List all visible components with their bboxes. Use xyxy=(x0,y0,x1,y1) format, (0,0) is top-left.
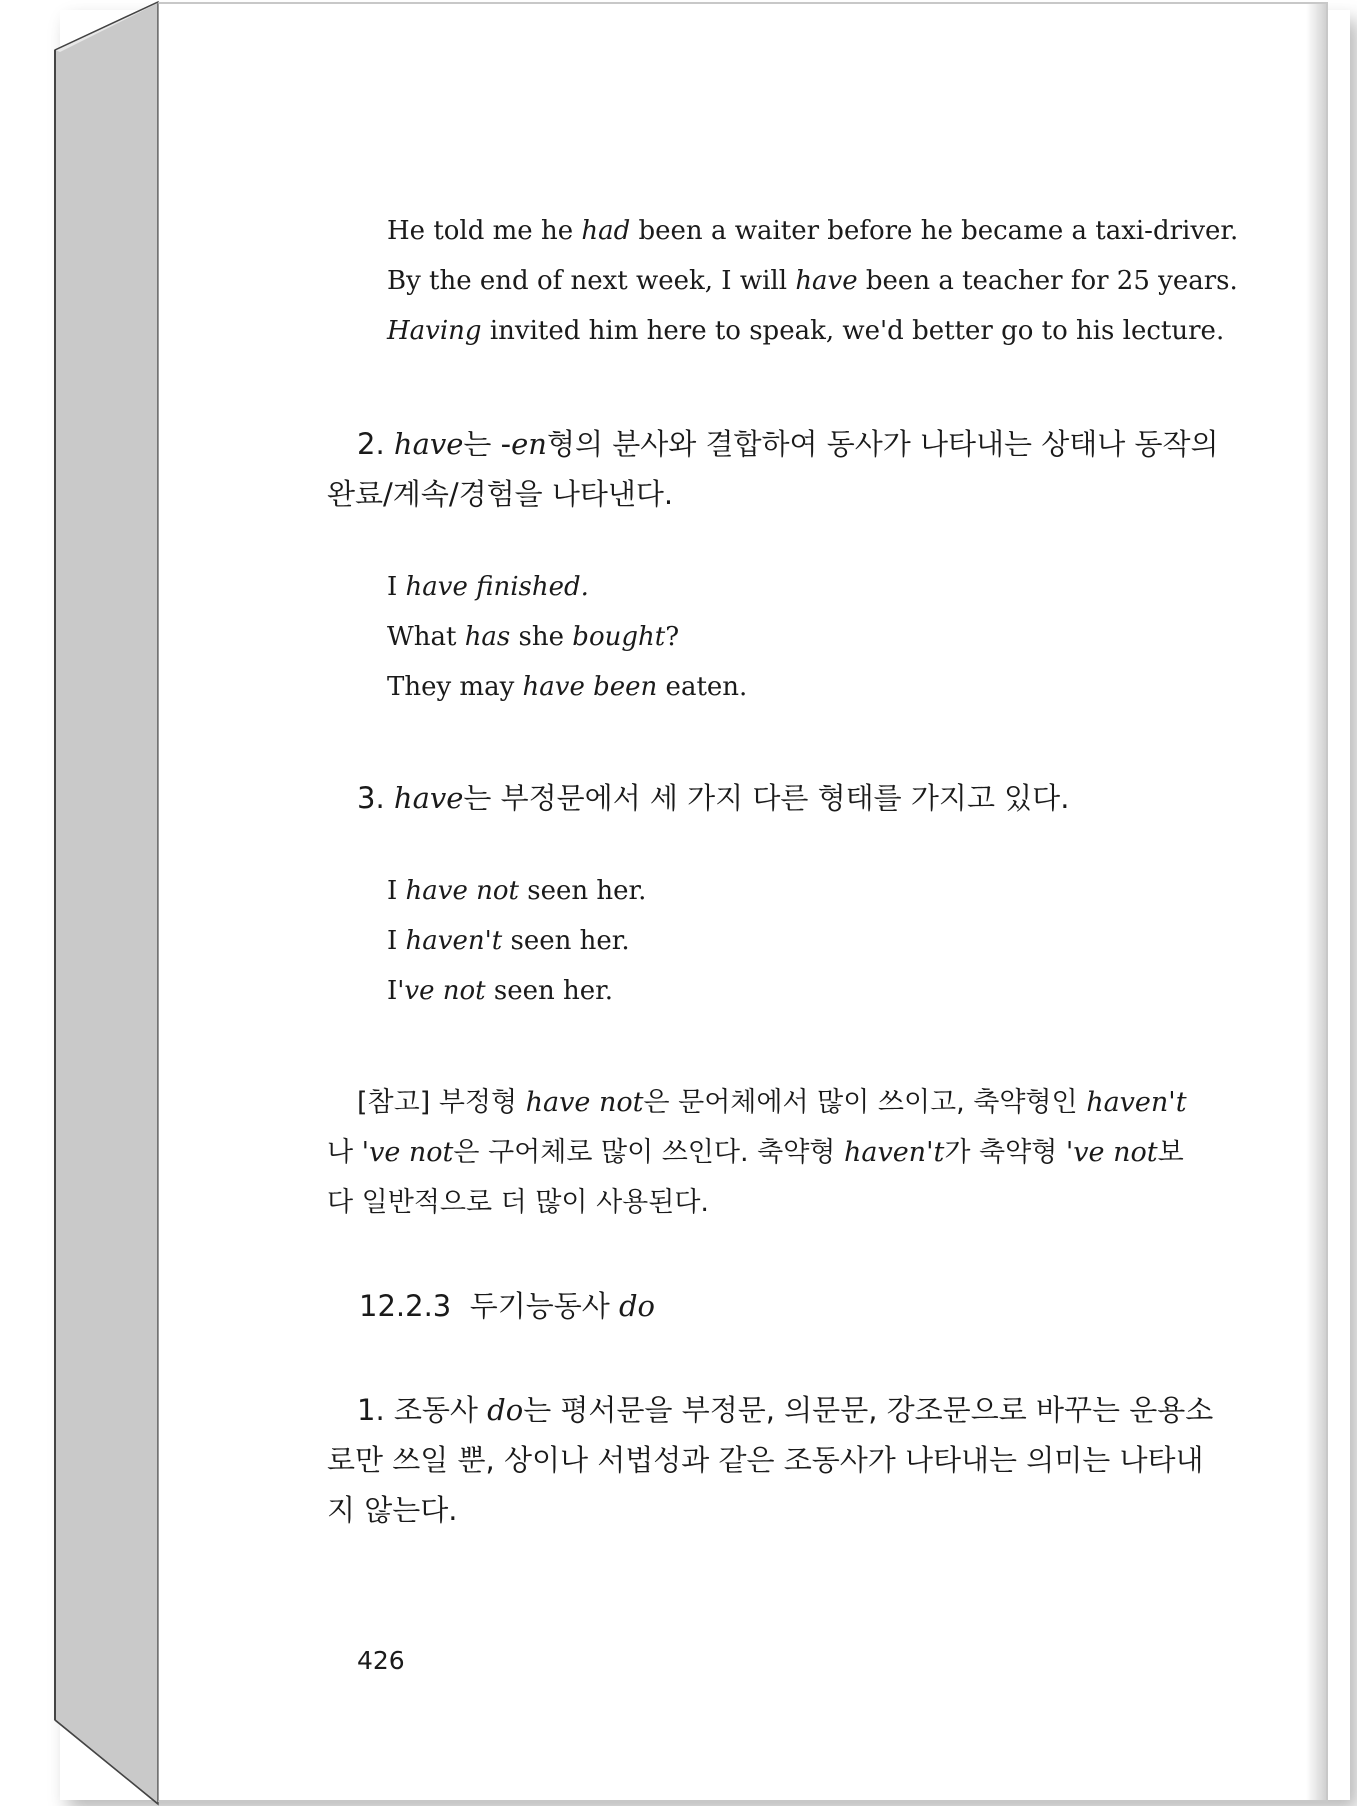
note-paragraph: [참고] 부정형 have not은 문어체에서 많이 쓰이고, 축약형인 haven't xyxy=(357,1087,1187,1118)
paragraph-item-3: 3. have는 부정문에서 세 가지 다른 형태를 가지고 있다. xyxy=(357,781,1070,815)
example-line: I've not seen her. xyxy=(387,976,613,1006)
example-line: I haven't seen her. xyxy=(387,926,630,956)
book-page xyxy=(158,2,1328,1802)
paragraph-item-1-cont: 로만 쓰일 뿐, 상이나 서법성과 같은 조동사가 나타내는 의미는 나타내 xyxy=(327,1443,1204,1477)
example-line: What has she bought? xyxy=(387,622,680,652)
book-spine xyxy=(0,0,170,1806)
page-number: 426 xyxy=(357,1646,405,1675)
example-line: He told me he had been a waiter before he became a taxi-driver. xyxy=(387,216,1239,246)
section-heading: 12.2.3 두기능동사 do xyxy=(359,1289,656,1323)
paragraph-item-1-cont: 지 않는다. xyxy=(327,1493,458,1527)
example-line: By the end of next week, I will have been a teacher for 25 years. xyxy=(387,266,1238,296)
paragraph-item-2: 2. have는 -en형의 분사와 결합하여 동사가 나타내는 상태나 동작의 xyxy=(357,427,1219,461)
page-edge-shade xyxy=(1306,4,1326,1800)
paragraph-item-1: 1. 조동사 do는 평서문을 부정문, 의문문, 강조문으로 바꾸는 운용소 xyxy=(357,1393,1214,1427)
example-line: They may have been eaten. xyxy=(387,672,748,702)
example-line: I have finished. xyxy=(387,572,589,602)
example-line: I have not seen her. xyxy=(387,876,647,906)
paragraph-item-2-cont: 완료/계속/경험을 나타낸다. xyxy=(327,477,674,511)
example-line: Having invited him here to speak, we'd better go to his lecture. xyxy=(387,316,1225,346)
note-paragraph-cont: 나 've not은 구어체로 많이 쓰인다. 축약형 haven't가 축약형 've not보 xyxy=(327,1137,1184,1168)
note-paragraph-cont: 다 일반적으로 더 많이 사용된다. xyxy=(327,1187,709,1218)
